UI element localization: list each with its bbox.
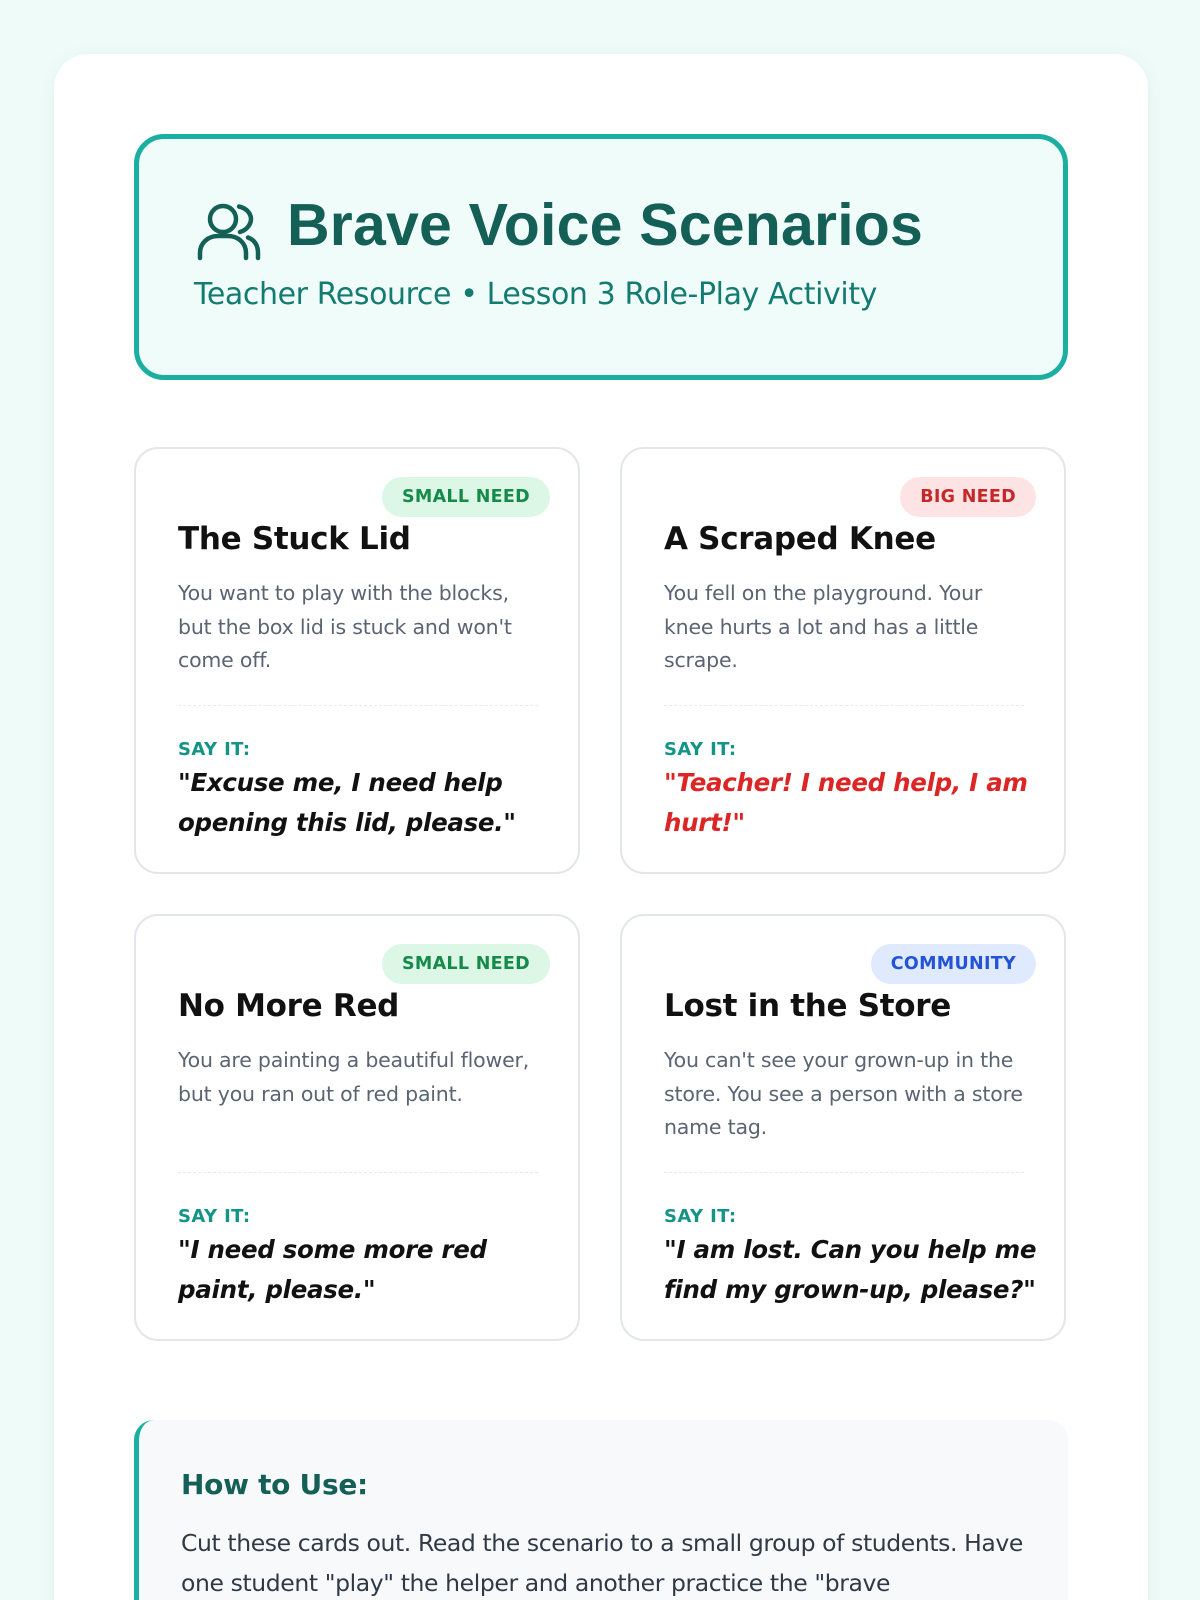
scenario-card (134, 447, 580, 874)
say-it-label: SAY IT: (664, 739, 737, 760)
users-icon (196, 199, 262, 261)
need-badge: SMALL NEED (382, 944, 550, 984)
scenario-card (620, 447, 1066, 874)
how-to-use-panel (134, 1420, 1068, 1600)
say-it-phrase: "I need some more red paint, please." (178, 1235, 487, 1304)
page-subtitle: Teacher Resource • Lesson 3 Role-Play Activity (194, 277, 878, 312)
scenario-title: No More Red (178, 988, 400, 1024)
need-badge: BIG NEED (900, 477, 1036, 517)
how-to-use-heading: How to Use: (181, 1468, 368, 1501)
scenario-card (620, 914, 1066, 1341)
scenario-description: You can't see your grown-up in the store. You see a person with a store name tag. (664, 1048, 1023, 1139)
card-divider (178, 1172, 538, 1173)
scenario-description: You fell on the playground. Your knee hurts a lot and has a little scrape. (664, 581, 983, 672)
say-it-label: SAY IT: (178, 739, 251, 760)
card-divider (664, 1172, 1024, 1173)
scenario-card (134, 914, 580, 1341)
say-it-phrase: "I am lost. Can you help me find my grown-up, please?" (664, 1235, 1037, 1304)
scenario-title: A Scraped Knee (664, 521, 936, 557)
say-it-phrase: "Excuse me, I need help opening this lid, please." (178, 768, 516, 837)
say-it-label: SAY IT: (664, 1206, 737, 1227)
header-banner (134, 134, 1068, 380)
need-badge: SMALL NEED (382, 477, 550, 517)
need-badge: COMMUNITY (871, 944, 1036, 984)
say-it-phrase: "Teacher! I need help, I am hurt!" (664, 768, 1028, 837)
scenario-description: You want to play with the blocks, but the box lid is stuck and won't come off. (178, 581, 512, 672)
scenario-description: You are painting a beautiful flower, but you ran out of red paint. (178, 1048, 530, 1106)
card-divider (178, 705, 538, 706)
how-to-use-instructions: Cut these cards out. Read the scenario to a small group of students. Have one student "play" the helper and another practice the "brave (181, 1529, 1023, 1597)
scenario-title: Lost in the Store (664, 988, 951, 1024)
say-it-label: SAY IT: (178, 1206, 251, 1227)
card-divider (664, 705, 1024, 706)
page-title: Brave Voice Scenarios (287, 192, 924, 258)
scenario-title: The Stuck Lid (178, 521, 411, 557)
